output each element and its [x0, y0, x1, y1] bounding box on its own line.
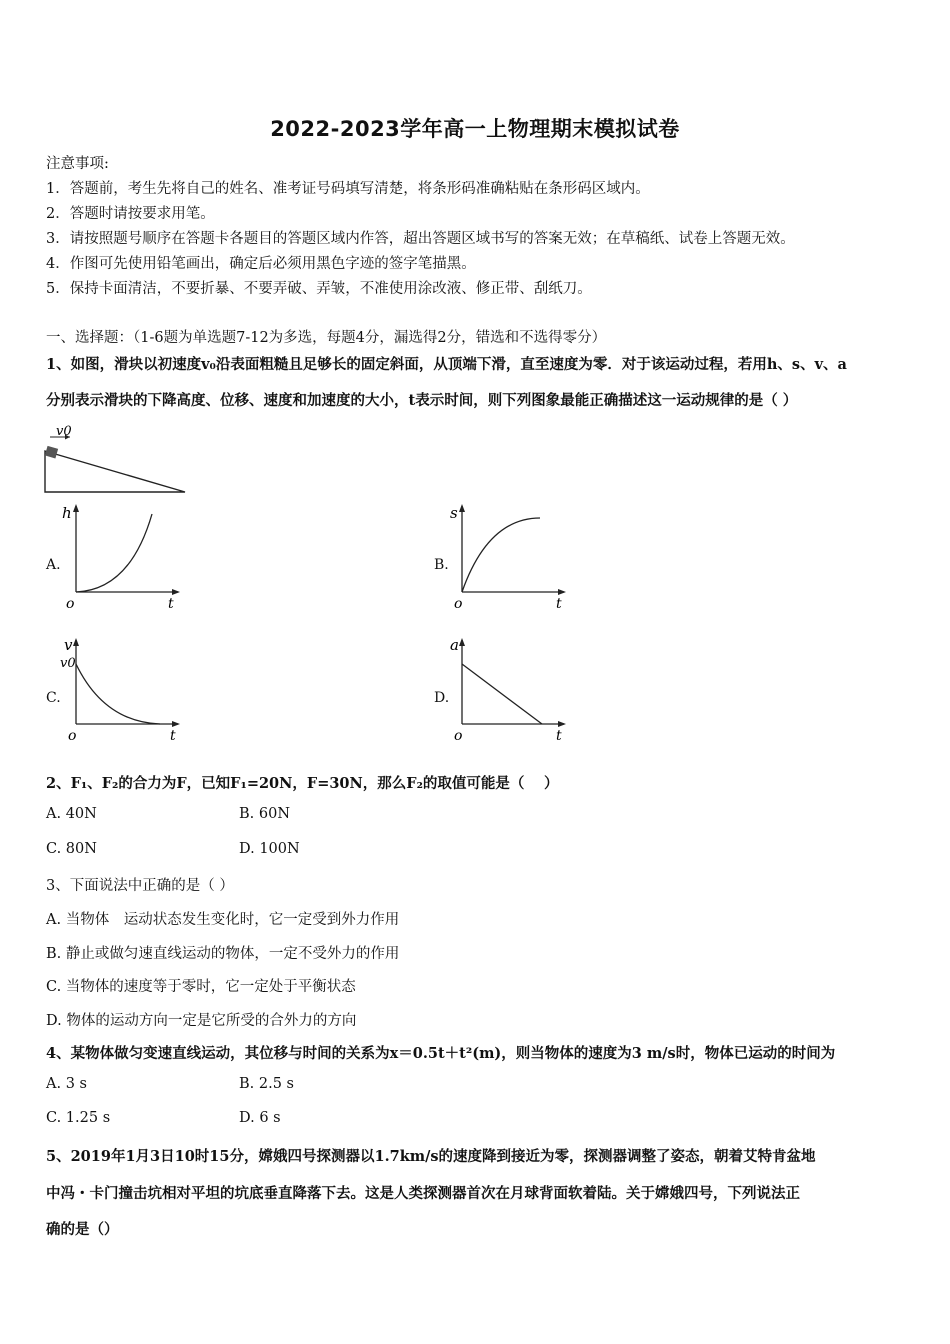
- notice-item: 3．请按照题号顺序在答题卡各题目的答题区域内作答，超出答题区域书写的答案无效；在草稿纸、试卷上答题无效。: [46, 231, 795, 247]
- graph-d: [448, 634, 578, 746]
- graph-c-y0: v0: [60, 656, 76, 671]
- graph-d-ylabel: a: [450, 636, 459, 654]
- q2-option-c: C. 80N: [46, 841, 97, 857]
- graph-d-xlabel: t: [556, 728, 562, 744]
- notice-heading: 注意事项:: [46, 156, 109, 172]
- option-c-label: C.: [46, 690, 61, 706]
- graph-b-origin: o: [454, 596, 463, 612]
- q2-option-a: A. 40N: [46, 806, 97, 822]
- q4-option-b: B. 2.5 s: [239, 1076, 294, 1092]
- q4-option-d: D. 6 s: [239, 1110, 281, 1126]
- v0-label: v0: [56, 424, 72, 439]
- q1-stem-line1: 1、如图，滑块以初速度v₀沿表面粗糙且足够长的固定斜面，从顶端下滑，直至速度为零．对于该运动过程，若用h、s、v、a: [46, 356, 847, 373]
- graph-a-ylabel: h: [62, 504, 72, 522]
- notice-item: 1．答题前，考生先将自己的姓名、准考证号码填写清楚，将条形码准确粘贴在条形码区域内。: [46, 181, 650, 197]
- q2-stem: 2、F₁、F₂的合力为F，已知F₁=20N，F=30N，那么F₂的取值可能是（ ）: [46, 775, 559, 792]
- q1-stem-line2: 分别表示滑块的下降高度、位移、速度和加速度的大小，t表示时间，则下列图象最能正确描述这一运动规律的是（ ）: [46, 392, 798, 409]
- q3-stem: 3、下面说法中正确的是（ ）: [46, 878, 234, 894]
- q5-stem-line1: 5、2019年1月3日10时15分，嫦娥四号探测器以1.7km/s的速度降到接近为零，探测器调整了姿态，朝着艾特肯盆地: [46, 1148, 816, 1165]
- graph-c: [60, 634, 190, 746]
- option-a-label: A.: [46, 557, 61, 573]
- notice-item: 4．作图可先使用铅笔画出，确定后必须用黑色字迹的签字笔描黑。: [46, 256, 476, 272]
- section-heading: 一、选择题：（1-6题为单选题7-12为多选，每题4分，漏选得2分，错选和不选得零分）: [46, 330, 607, 346]
- q4-stem: 4、某物体做匀变速直线运动，其位移与时间的关系为x＝0.5t＋t²(m)，则当物体的速度为3 m/s时，物体已运动的时间为: [46, 1045, 836, 1062]
- q5-stem-line2: 中冯・卡门撞击坑相对平坦的坑底垂直降落下去。这是人类探测器首次在月球背面软着陆。关于嫦娥四号，下列说法正: [46, 1185, 800, 1202]
- q3-option-d: D. 物体的运动方向一定是它所受的合外力的方向: [46, 1013, 357, 1029]
- graph-d-origin: o: [454, 728, 463, 744]
- notice-item: 5．保持卡面清洁，不要折暴、不要弄破、弄皱，不准使用涂改液、修正带、刮纸刀。: [46, 281, 592, 297]
- q2-option-d: D. 100N: [239, 841, 300, 857]
- q3-option-a: A. 当物体 运动状态发生变化时，它一定受到外力作用: [46, 912, 400, 928]
- page-title: 2022-2023学年高一上物理期末模拟试卷: [270, 117, 680, 141]
- graph-b: [448, 500, 578, 612]
- q3-option-b: B. 静止或做匀速直线运动的物体，一定不受外力的作用: [46, 946, 400, 962]
- graph-c-origin: o: [68, 728, 77, 744]
- graph-b-ylabel: s: [450, 504, 458, 522]
- option-d-label: D.: [434, 690, 450, 706]
- q4-option-c: C. 1.25 s: [46, 1110, 111, 1126]
- q5-stem-line3: 确的是（）: [46, 1221, 119, 1238]
- graph-c-xlabel: t: [170, 728, 176, 744]
- graph-b-xlabel: t: [556, 596, 562, 612]
- graph-a-origin: o: [66, 596, 75, 612]
- graph-a-xlabel: t: [168, 596, 174, 612]
- notice-item: 2．答题时请按要求用笔。: [46, 206, 215, 222]
- q2-option-b: B. 60N: [239, 806, 291, 822]
- graph-a: [60, 500, 190, 612]
- incline-figure: [40, 420, 200, 500]
- graph-c-ylabel: v: [64, 636, 73, 654]
- option-b-label: B.: [434, 557, 449, 573]
- q4-option-a: A. 3 s: [46, 1076, 87, 1092]
- q3-option-c: C. 当物体的速度等于零时，它一定处于平衡状态: [46, 979, 356, 995]
